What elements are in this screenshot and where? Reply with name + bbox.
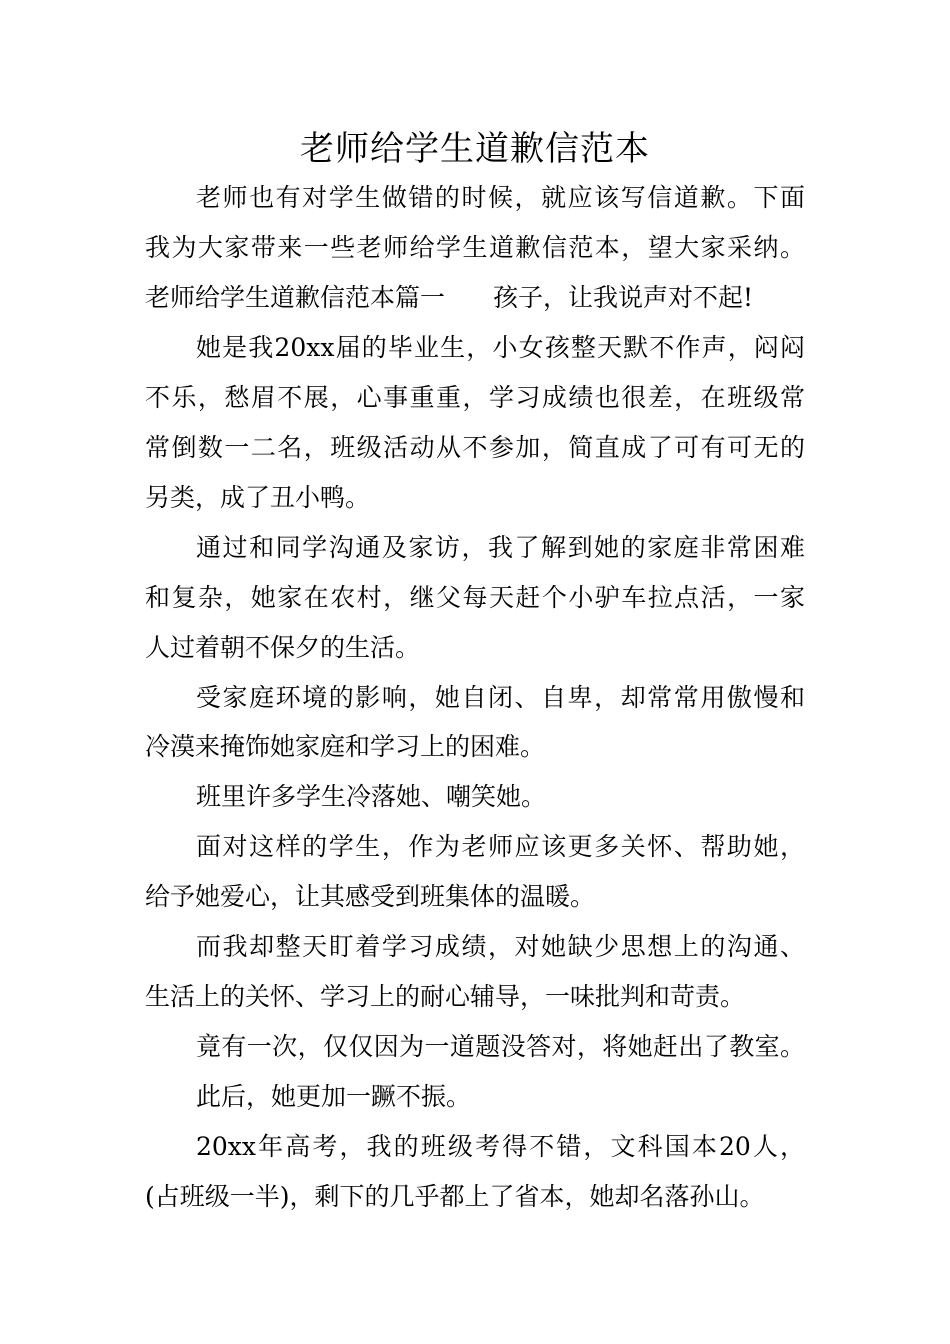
- document-title: 老师给学生道歉信范本: [300, 129, 650, 169]
- paragraph-line: 生活上的关怀、学习上的耐心辅导，一味批判和苛责。: [145, 982, 746, 1011]
- paragraph-line: (占班级一半)，剩下的几乎都上了省本，她却名落孙山。: [145, 1182, 765, 1211]
- paragraph-line: 老师也有对学生做错的时候，就应该写信道歉。下面: [196, 183, 805, 212]
- paragraph-line: 给予她爱心，让其感受到班集体的温暖。: [145, 882, 596, 911]
- paragraph-line: 人过着朝不保夕的生活。: [145, 633, 421, 662]
- paragraph-line: 常倒数一二名，班级活动从不参加，简直成了可有可无的: [145, 433, 805, 462]
- paragraph-line: 不乐，愁眉不展，心事重重，学习成绩也很差，在班级常: [145, 383, 805, 412]
- paragraph-line: 而我却整天盯着学习成绩，对她缺少思想上的沟通、: [196, 932, 805, 961]
- paragraph-line: 另类，成了丑小鸭。: [145, 483, 371, 512]
- paragraph-line: 冷漠来掩饰她家庭和学习上的困难。: [145, 732, 546, 761]
- paragraph-line: 竟有一次，仅仅因为一道题没答对，将她赶出了教室。: [196, 1032, 805, 1061]
- paragraph-line: 此后，她更加一蹶不振。: [196, 1082, 472, 1111]
- paragraph-line: 通过和同学沟通及家访，我了解到她的家庭非常困难: [196, 533, 805, 562]
- paragraph-line: 她是我20xx届的毕业生，小女孩整天默不作声，闷闷: [196, 333, 805, 362]
- section-heading-label: 老师给学生道歉信范本篇一: [145, 283, 446, 312]
- paragraph-line: 20xx年高考，我的班级考得不错，文科国本20人，: [196, 1132, 805, 1161]
- section-subheading: 孩子，让我说声对不起!: [493, 283, 754, 312]
- section-heading: [145, 280, 805, 316]
- paragraph-line: 和复杂，她家在农村，继父每天赶个小驴车拉点活，一家: [145, 583, 805, 612]
- paragraph-line: 我为大家带来一些老师给学生道歉信范本，望大家采纳。: [145, 233, 805, 262]
- paragraph-line: 面对这样的学生，作为老师应该更多关怀、帮助她，: [196, 832, 805, 861]
- paragraph-line: 班里许多学生冷落她、嘲笑她。: [196, 782, 547, 811]
- paragraph-line: 受家庭环境的影响，她自闭、自卑，却常常用傲慢和: [196, 683, 805, 712]
